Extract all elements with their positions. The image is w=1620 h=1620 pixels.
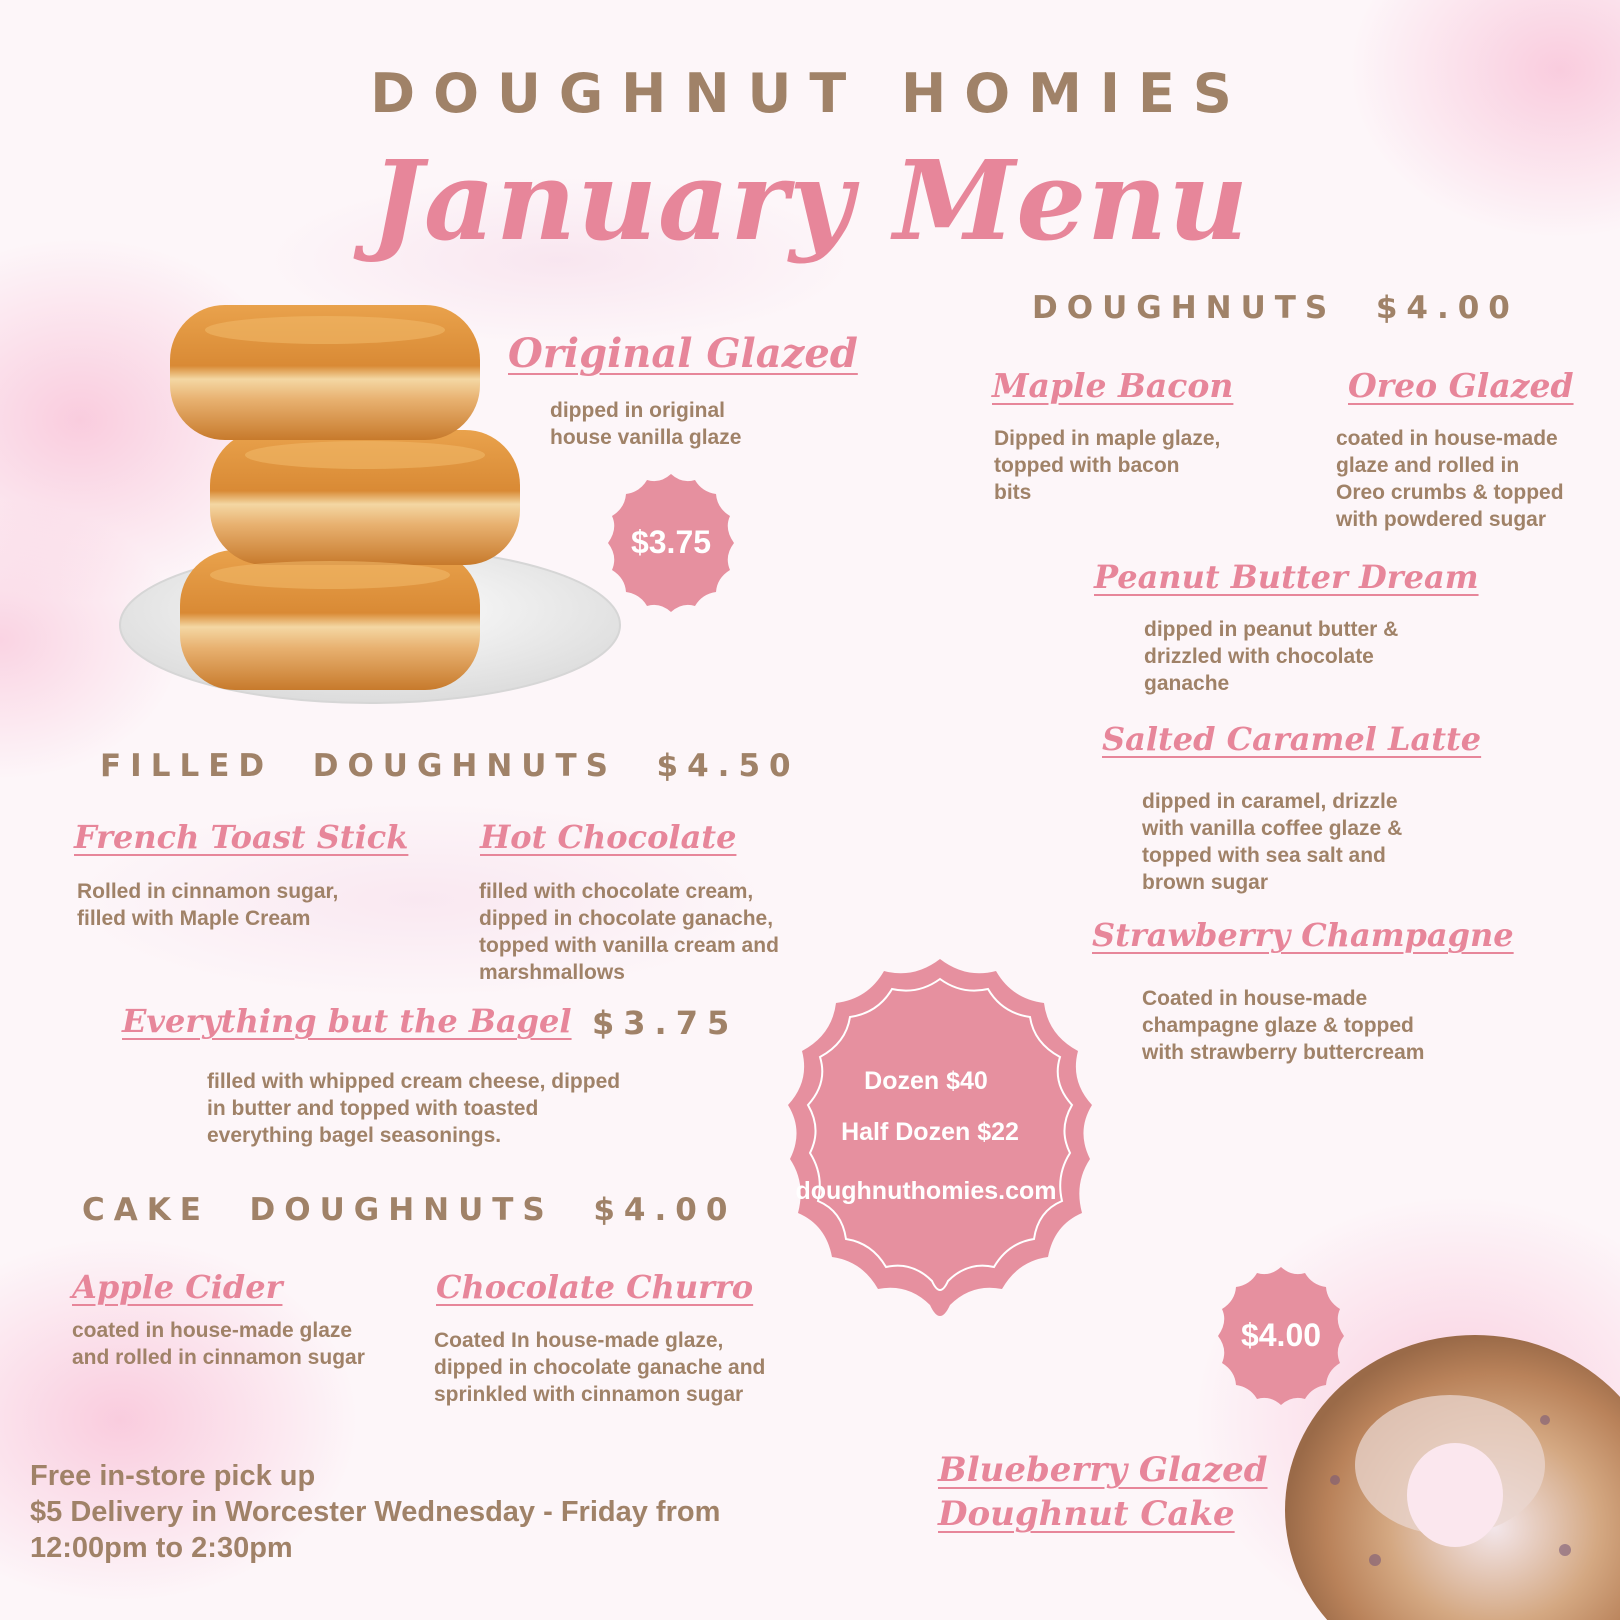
item-name-chocolate-churro: Chocolate Churro [436,1268,754,1306]
item-desc-salted-caramel-latte: dipped in caramel, drizzle with vanilla coffee glaze & topped with sea salt and brown sugar [1142,790,1403,894]
item-desc-maple-bacon: Dipped in maple glaze, topped with bacon bits [994,427,1221,504]
item-desc-hot-chocolate: filled with chocolate cream, dipped in chocolate ganache, topped with vanilla cream and marshmallows [479,880,779,984]
dozen-price-badge [752,955,1128,1339]
menu-title: January Menu [370,136,1250,265]
price-everything-bagel: $3.75 [592,1004,739,1042]
section-heading-doughnuts: DOUGHNUTS $4.00 [1032,290,1519,326]
item-name-apple-cider: Apple Cider [72,1268,283,1306]
item-name-maple-bacon: Maple Bacon [992,366,1234,405]
section-heading-cake: CAKE DOUGHNUTS $4.00 [82,1192,737,1228]
dozen-price: Dozen $40 [864,1067,988,1095]
item-name-oreo-glazed: Oreo Glazed [1348,366,1574,405]
section-heading-filled: FILLED DOUGHNUTS $4.50 [100,748,800,784]
item-desc-french-toast-stick: Rolled in cinnamon sugar, filled with Maple Cream [77,880,339,930]
item-desc-apple-cider: coated in house-made glaze and rolled in cinnamon sugar [72,1319,365,1369]
blueberry-doughnut-image [1275,1330,1620,1620]
item-desc-oreo-glazed: coated in house-made glaze and rolled in Oreo crumbs & topped with powdered sugar [1336,427,1564,531]
item-desc-original-glazed: dipped in original house vanilla glaze [550,399,742,449]
item-desc-everything-bagel: filled with whipped cream cheese, dipped in butter and topped with toasted everything bagel seasonings. [207,1070,621,1147]
delivery-info: Free in-store pick up $5 Delivery in Worcester Wednesday - Friday from 12:00pm to 2:30pm [30,1460,721,1564]
item-name-french-toast-stick: French Toast Stick [74,818,409,856]
item-desc-chocolate-churro: Coated In house-made glaze, dipped in chocolate ganache and sprinkled with cinnamon sugar [434,1329,766,1406]
item-name-everything-bagel: Everything but the Bagel [122,1002,572,1040]
item-desc-peanut-butter-dream: dipped in peanut butter & drizzled with chocolate ganache [1144,618,1399,695]
item-name-peanut-butter-dream: Peanut Butter Dream [1094,558,1479,596]
item-desc-strawberry-champagne: Coated in house-made champagne glaze & topped with strawberry buttercream [1142,987,1425,1064]
item-name-strawberry-champagne: Strawberry Champagne [1092,916,1514,954]
brand-name: DOUGHNUT HOMIES [370,62,1250,125]
website-link[interactable]: doughnuthomies.com [795,1177,1057,1205]
item-name-hot-chocolate: Hot Chocolate [480,818,737,856]
price-blueberry: $4.00 [1240,1317,1322,1353]
item-name-salted-caramel-latte: Salted Caramel Latte [1102,720,1482,758]
item-name-original-glazed: Original Glazed [508,330,858,377]
price-badge-original [600,472,742,614]
half-dozen-price: Half Dozen $22 [841,1118,1019,1146]
price-original: $3.75 [630,524,712,560]
item-name-blueberry: Blueberry Glazed Doughnut Cake [938,1450,1268,1534]
